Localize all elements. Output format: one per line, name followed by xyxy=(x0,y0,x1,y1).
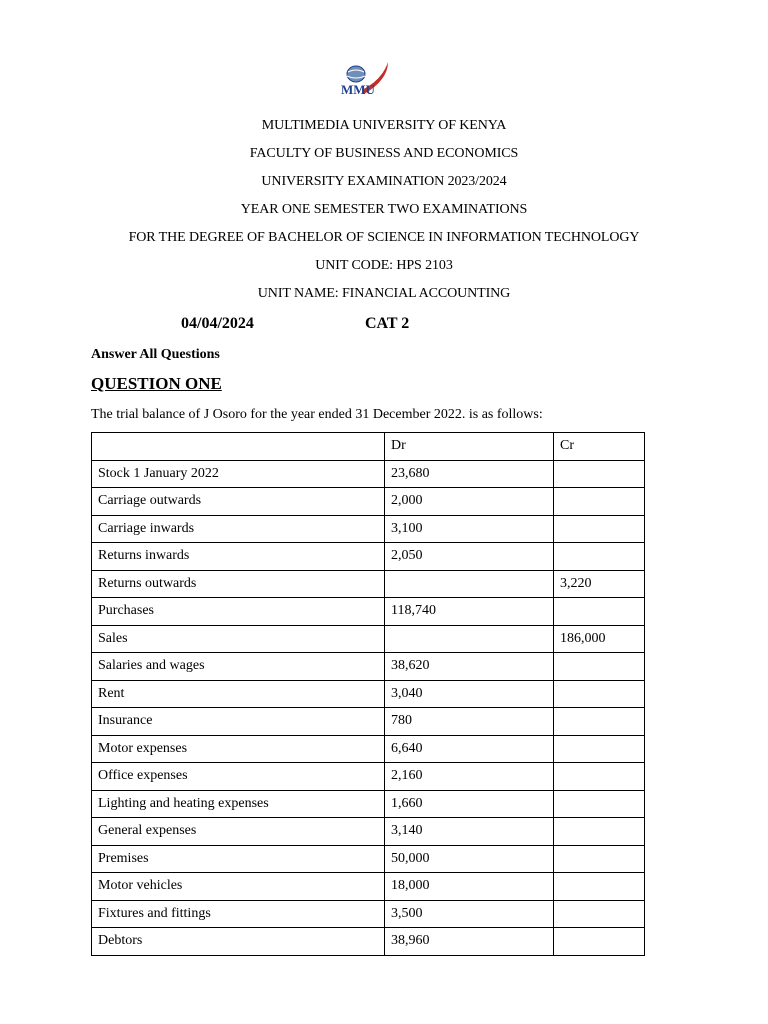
table-row xyxy=(92,708,645,736)
row-dr: 6,640 xyxy=(385,735,554,763)
row-cr xyxy=(554,790,645,818)
header-label-cell xyxy=(92,433,385,461)
table-row xyxy=(92,845,645,873)
table-row xyxy=(92,680,645,708)
table-row xyxy=(92,928,645,956)
header-cr-cell: Cr xyxy=(554,433,645,461)
row-dr: 38,620 xyxy=(385,653,554,681)
row-dr: 2,160 xyxy=(385,763,554,791)
row-cr xyxy=(554,928,645,956)
row-cr xyxy=(554,488,645,516)
row-cr xyxy=(554,653,645,681)
row-dr: 38,960 xyxy=(385,928,554,956)
row-label: Sales xyxy=(92,625,385,653)
row-dr: 3,100 xyxy=(385,515,554,543)
row-label: Office expenses xyxy=(92,763,385,791)
row-cr xyxy=(554,735,645,763)
question-title: QUESTION ONE xyxy=(91,374,222,393)
row-cr xyxy=(554,598,645,626)
row-cr xyxy=(554,515,645,543)
row-cr xyxy=(554,873,645,901)
row-label: Insurance xyxy=(92,708,385,736)
semester-line: YEAR ONE SEMESTER TWO EXAMINATIONS xyxy=(240,202,528,217)
question-intro: The trial balance of J Osoro for the year ended 31 December 2022. is as follows: xyxy=(91,407,543,422)
exam-type: CAT 2 xyxy=(365,315,410,332)
header-dr-cell: Dr xyxy=(385,433,554,461)
table-row xyxy=(92,653,645,681)
table-row xyxy=(92,900,645,928)
unit-code: UNIT CODE: HPS 2103 xyxy=(315,258,453,273)
row-label: Returns outwards xyxy=(92,570,385,598)
row-dr: 23,680 xyxy=(385,460,554,488)
row-dr: 2,050 xyxy=(385,543,554,571)
table-row xyxy=(92,625,645,653)
row-cr xyxy=(554,763,645,791)
row-cr xyxy=(554,680,645,708)
row-dr: 118,740 xyxy=(385,598,554,626)
university-name: MULTIMEDIA UNIVERSITY OF KENYA xyxy=(261,118,507,133)
degree-line: FOR THE DEGREE OF BACHELOR OF SCIENCE IN INFORMATION TECHNOLOGY xyxy=(128,230,640,245)
row-label: Salaries and wages xyxy=(92,653,385,681)
table-row xyxy=(92,735,645,763)
row-cr xyxy=(554,845,645,873)
table-row xyxy=(92,763,645,791)
row-cr xyxy=(554,900,645,928)
row-dr: 2,000 xyxy=(385,488,554,516)
instructions: Answer All Questions xyxy=(91,347,220,362)
row-label: General expenses xyxy=(92,818,385,846)
row-cr xyxy=(554,543,645,571)
table-header-row xyxy=(92,433,645,461)
row-dr: 1,660 xyxy=(385,790,554,818)
exam-title: UNIVERSITY EXAMINATION 2023/2024 xyxy=(261,174,507,189)
unit-name: UNIT NAME: FINANCIAL ACCOUNTING xyxy=(257,286,511,301)
row-label: Motor expenses xyxy=(92,735,385,763)
table-row xyxy=(92,515,645,543)
table-row xyxy=(92,543,645,571)
table-row xyxy=(92,818,645,846)
row-label: Lighting and heating expenses xyxy=(92,790,385,818)
row-label: Fixtures and fittings xyxy=(92,900,385,928)
table-row xyxy=(92,488,645,516)
row-dr: 3,040 xyxy=(385,680,554,708)
row-label: Motor vehicles xyxy=(92,873,385,901)
logo-text: MMU xyxy=(341,82,375,97)
row-label: Purchases xyxy=(92,598,385,626)
row-label: Stock 1 January 2022 xyxy=(92,460,385,488)
row-cr: 186,000 xyxy=(554,625,645,653)
university-logo xyxy=(336,58,394,104)
exam-date: 04/04/2024 xyxy=(181,315,254,332)
row-label: Debtors xyxy=(92,928,385,956)
row-dr: 18,000 xyxy=(385,873,554,901)
row-dr xyxy=(385,570,554,598)
row-cr xyxy=(554,818,645,846)
row-label: Premises xyxy=(92,845,385,873)
row-dr: 50,000 xyxy=(385,845,554,873)
row-label: Rent xyxy=(92,680,385,708)
table-row xyxy=(92,460,645,488)
table-row xyxy=(92,790,645,818)
faculty-name: FACULTY OF BUSINESS AND ECONOMICS xyxy=(249,146,519,161)
table-row xyxy=(92,598,645,626)
row-dr: 3,500 xyxy=(385,900,554,928)
row-dr: 3,140 xyxy=(385,818,554,846)
row-cr xyxy=(554,460,645,488)
table-row xyxy=(92,873,645,901)
row-cr: 3,220 xyxy=(554,570,645,598)
row-dr: 780 xyxy=(385,708,554,736)
row-label: Carriage inwards xyxy=(92,515,385,543)
row-label: Returns inwards xyxy=(92,543,385,571)
table-row xyxy=(92,570,645,598)
trial-balance-table xyxy=(91,432,645,956)
row-label: Carriage outwards xyxy=(92,488,385,516)
row-cr xyxy=(554,708,645,736)
row-dr xyxy=(385,625,554,653)
